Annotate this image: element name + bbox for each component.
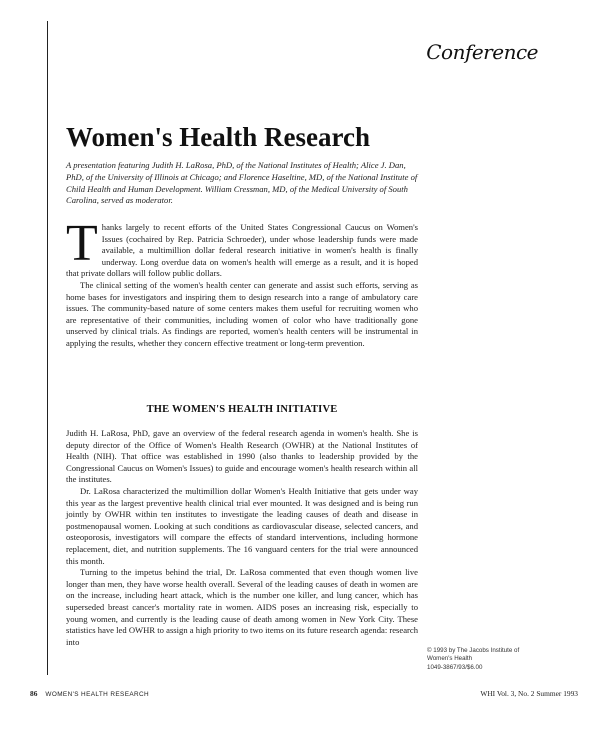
article-subtitle: A presentation featuring Judith H. LaRosa, PhD, of the National Institutes of Health; Alice J. Dan, PhD, of the University of Illinois at Chicago; and Florence Haseltine, MD, of the National Institute of Child Health and Human Development. William Cressman, MD, of the Medical University of South Carolina, served as moderator. (66, 160, 418, 206)
intro-section (66, 215, 418, 350)
initiative-section (66, 428, 418, 648)
intro-paragraph-1 (66, 215, 418, 280)
copyright-line-2: Women's Health (427, 655, 473, 663)
running-head: WOMEN'S HEALTH RESEARCH (45, 691, 150, 698)
section-heading: THE WOMEN'S HEALTH INITIATIVE (146, 404, 338, 415)
copyright-line-3: 1049-3867/93/$6.00 (427, 663, 483, 671)
initiative-paragraph-2: Dr. LaRosa characterized the multimillion dollar Women's Health Initiative that gets under way this year as the largest preventive health clinical trial ever mounted. It was designed and is being run jointly by OWHR within ten institutes to investigate the leading causes of death and disease in postmenopausal women. Looking at such conditions as cardiovascular disease, selected cancers, and osteoporosis, investigators will compare the effects of standard interventions, including hormone replacement, diet, and nutrition supplements. The 16 vanguard centers for the trial were announced this month. (66, 485, 418, 566)
drop-cap: T (66, 215, 98, 272)
margin-rule (47, 21, 48, 675)
page-number: 86 (30, 689, 38, 698)
footer-left (30, 689, 149, 698)
initiative-paragraph-1: Judith H. LaRosa, PhD, gave an overview of the federal research agenda in women's health. She is deputy director of the Office of Women's Health Research (OWHR) at the National Institutes of Health (NIH). That office was established in 1990 (also thanks to leadership provided by the Congressional Caucus on Women's Issues) to guide and encourage women's health research within all the institutes. (66, 428, 418, 485)
article-title: Women's Health Research (66, 122, 370, 152)
journal-citation: WHI Vol. 3, No. 2 Summer 1993 (480, 689, 578, 698)
intro-paragraph-1-text: hanks largely to recent efforts of the United States Congressional Caucus on Women's Issues (cochaired by Rep. Patricia Schroeder), under whose leadership funds were made available, a multimillion dollar federal research initiative in women's health is finally underway. Long overdue data on women's health will emerge as a result, and it is hoped that private dollars will follow public dollars. (66, 222, 418, 279)
copyright-line-1: © 1993 by The Jacobs Institute of (427, 647, 520, 654)
copyright-notice (427, 647, 592, 672)
section-tag: Conference (426, 40, 538, 64)
intro-paragraph-2: The clinical setting of the women's health center can generate and assist such efforts, serving as home bases for investigators and inspiring them to design research into a range of ambulatory care issues. The community-based nature of some centers makes them useful for recruiting women who are representative of their communities, including women of color who have traditionally gone unserved by clinical trials. As findings are reported, women's health centers will be instrumental in applying the results, whether they concern effective treatment or long-term prevention. (66, 279, 418, 348)
initiative-paragraph-3: Turning to the impetus behind the trial, Dr. LaRosa commented that even though women live longer than men, they have worse health overall. Several of the leading causes of death in women are on the increase, including heart attack, which is the number one killer, and lung cancer, which has superseded breast cancer's mortality rate in women. AIDS poses an increasing risk, especially to young women, and currently is the leading cause of death among women in New York City. These statistics have led OWHR to assign a high priority to two items on its future research agenda: research into (66, 567, 418, 647)
